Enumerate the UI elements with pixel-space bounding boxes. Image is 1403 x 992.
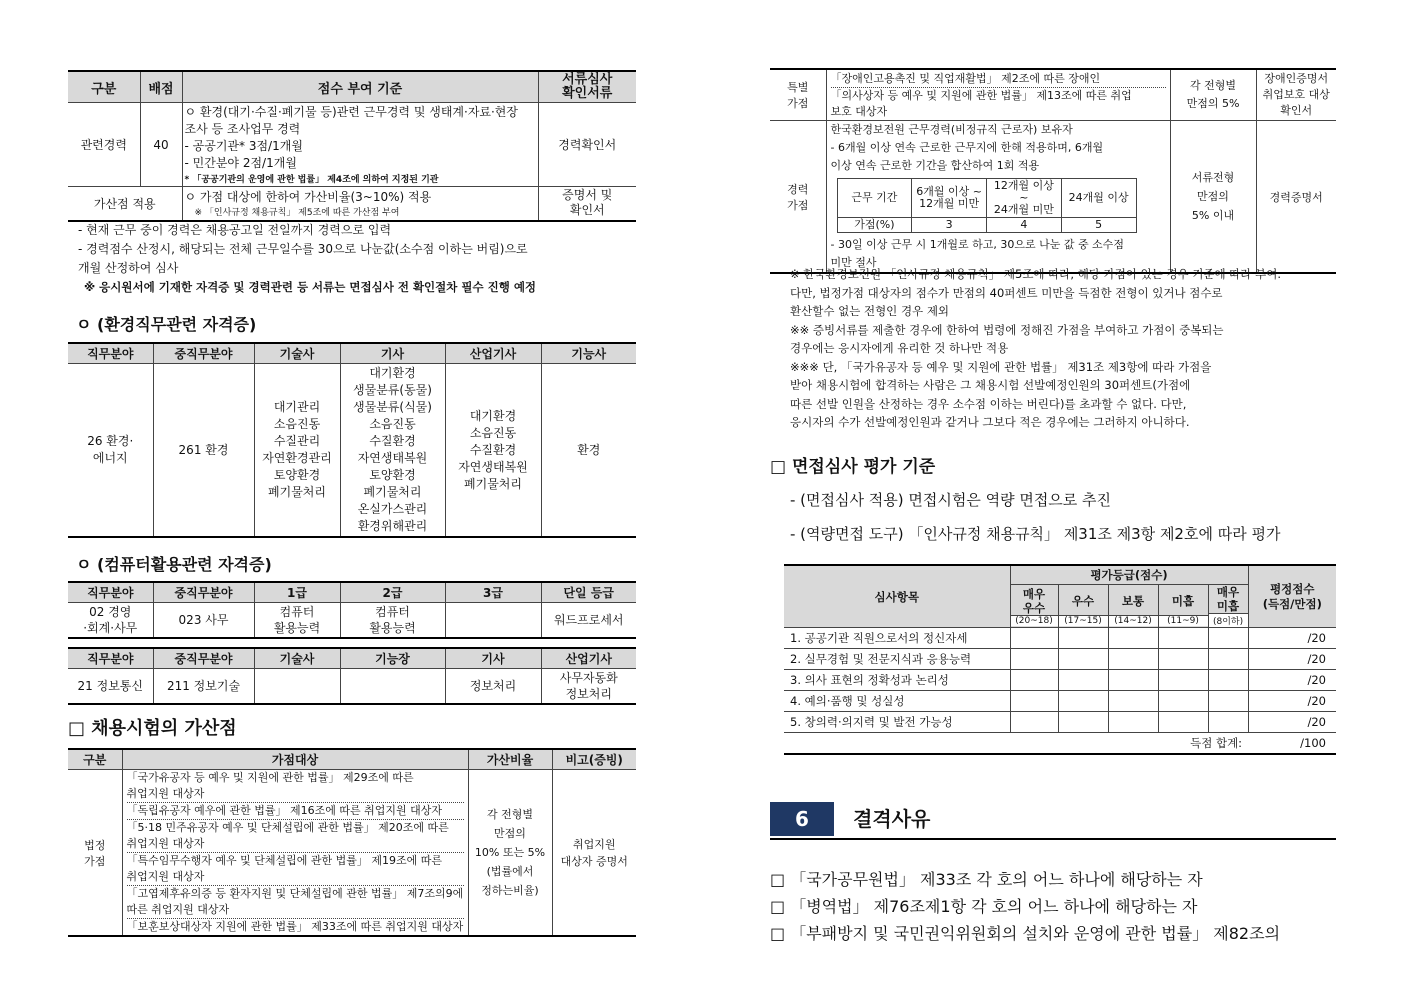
mini-cell: 3 bbox=[912, 218, 987, 233]
special-ratio: 각 전형별 만점의 5% bbox=[1170, 69, 1256, 121]
item-header: 심사항목 bbox=[784, 565, 1010, 628]
table-header-row bbox=[68, 582, 636, 603]
grade-blank bbox=[1010, 649, 1058, 670]
list-item: □ 「부패방지 및 국민권익위원회의 설치와 운영에 관한 법률」 제82조의 bbox=[770, 924, 1281, 943]
eval-score: /20 bbox=[1248, 712, 1336, 733]
header-category: 구분 bbox=[68, 71, 140, 103]
header-cell: 2급 bbox=[340, 582, 445, 603]
table-header-row bbox=[68, 343, 636, 364]
row-criteria: ㅇ 가점 대상에 한하여 가산비율(3~10%) 적용 bbox=[184, 190, 432, 205]
cell: 컴퓨터 활용능력 bbox=[254, 603, 340, 639]
grade-range: (8이하) bbox=[1209, 613, 1248, 627]
grade-name: 미흡 bbox=[1171, 593, 1195, 608]
grade-blank bbox=[1108, 649, 1158, 670]
header-cell: 기술사 bbox=[254, 343, 340, 364]
mini-header: 12개월 이상 ~ 24개월 미만 bbox=[987, 179, 1062, 218]
row-criteria: ㅇ 환경(대기·수질·폐기물 등)관련 근무경력 및 생태계·자료·현장 조사 등 조사업무 경력 - 공공기관* 3점/1개월 - 민간분야 2점/1개월 bbox=[184, 105, 518, 170]
cell: 대기관리 소음진동 수질관리 자연환경관리 토양환경 폐기물처리 bbox=[254, 364, 340, 538]
career-line: - 6개월 이상 연속 근로한 근무지에 한해 적용하며, 6개월 이상 연속 근로한 기간을 합산하여 1회 적용 bbox=[830, 141, 1104, 172]
mini-header: 6개월 이상 ~ 12개월 미만 bbox=[912, 179, 987, 218]
header-cell: 직무분야 bbox=[68, 582, 153, 603]
grade-name: 보통 bbox=[1121, 593, 1145, 608]
mini-cell: 4 bbox=[987, 218, 1062, 233]
grade-blank bbox=[1208, 628, 1248, 649]
grade-cell bbox=[1208, 585, 1248, 628]
table-row bbox=[784, 649, 1336, 670]
notes-block bbox=[78, 221, 638, 297]
cell: 정보처리 bbox=[445, 669, 541, 705]
list-item: □ 「병역법」 제76조제1항 각 호의 어느 하나에 해당하는 자 bbox=[770, 897, 1198, 916]
env-cert-title: ㅇ (환경직무관련 자격증) bbox=[76, 315, 257, 334]
career-line: - 30일 이상 근무 시 1개월로 하고, 30으로 나눈 값 중 소수점 미만 절사 bbox=[830, 238, 1124, 269]
eval-item: 5. 창의력·의지력 및 발전 가능성 bbox=[784, 712, 1010, 733]
table-row bbox=[68, 103, 636, 187]
cell: 02 경영 ·회계·사무 bbox=[68, 603, 153, 639]
row-criteria-cell bbox=[182, 103, 538, 187]
header-criteria: 점수 부여 기준 bbox=[182, 71, 538, 103]
grade-blank bbox=[1058, 628, 1108, 649]
career-line: 한국환경보전원 근무경력(비정규직 근로자) 보유자 bbox=[830, 123, 1073, 136]
grade-blank bbox=[1208, 691, 1248, 712]
interview-line: - (면접심사 적용) 면접시험은 역량 면접으로 추진 bbox=[790, 491, 1112, 509]
row-doc: 경력확인서 bbox=[538, 103, 636, 187]
cell: 023 사무 bbox=[153, 603, 254, 639]
note-line: - 현재 근무 중이 경력은 채용공고일 전일까지 경력으로 입력 bbox=[78, 223, 392, 237]
legal-item: 「보훈보상대상자 지원에 관한 법률」 제33조에 따른 취업지원 대상자 bbox=[126, 920, 464, 933]
grade-range: (20~18) bbox=[1011, 615, 1058, 626]
mini-cell: 가점(%) bbox=[837, 218, 912, 233]
mini-header-row bbox=[837, 179, 1136, 218]
cell: 환경 bbox=[541, 364, 636, 538]
cell: 사무자동화 정보처리 bbox=[541, 669, 636, 705]
header-cell: 구분 bbox=[68, 749, 122, 770]
grade-blank bbox=[1208, 670, 1248, 691]
cell: 211 정보기술 bbox=[153, 669, 254, 705]
legal-items bbox=[122, 770, 468, 937]
grade-cell bbox=[1108, 585, 1158, 628]
table-row bbox=[784, 712, 1336, 733]
comp-cert-table-1 bbox=[68, 581, 636, 639]
career-proof: 경력증명서 bbox=[1256, 121, 1336, 274]
grade-blank bbox=[1010, 670, 1058, 691]
row-criteria-note: * 「공공기관의 운영에 관한 법률」 제4조에 의하여 지정된 기관 bbox=[184, 175, 439, 185]
table-row bbox=[784, 628, 1336, 649]
grade-blank bbox=[1208, 712, 1248, 733]
grade-blank bbox=[1058, 691, 1108, 712]
total-label: 득점 합계: bbox=[784, 733, 1248, 754]
career-cell bbox=[826, 121, 1170, 274]
legal-proof: 취업지원 대상자 증명서 bbox=[552, 770, 636, 937]
grade-blank bbox=[1108, 628, 1158, 649]
table-row bbox=[68, 770, 636, 937]
note-line: - 경력점수 산정시, 해당되는 전체 근무일수를 30으로 나눈값(소수점 이하는 버림)으로 개월 산정하여 심사 bbox=[78, 242, 528, 275]
section6-heading bbox=[770, 802, 1336, 840]
header-cell: 기술사 bbox=[254, 648, 340, 669]
table-row bbox=[68, 364, 636, 538]
eval-item: 4. 예의·품행 및 성실성 bbox=[784, 691, 1010, 712]
career-label: 경력 가점 bbox=[770, 121, 826, 274]
table-row bbox=[770, 121, 1336, 274]
table-row bbox=[68, 603, 636, 639]
header-cell: 1급 bbox=[254, 582, 340, 603]
header-cell: 중직무분야 bbox=[153, 582, 254, 603]
special-proof: 장애인증명서 취업보호 대상 확인서 bbox=[1256, 69, 1336, 121]
bonus-table-legal bbox=[68, 748, 636, 937]
cell: 대기환경 생물분류(동물) 생물분류(식물) 소음진동 수질환경 자연생태복원 토양환경 폐기물처리 온실가스관리 환경위해관리 bbox=[340, 364, 445, 538]
grade-name: 우수 bbox=[1071, 593, 1095, 608]
header-cell: 단일 등급 bbox=[541, 582, 636, 603]
grade-range: (17~15) bbox=[1059, 615, 1108, 626]
table-header-row bbox=[68, 749, 636, 770]
score-header: 평정점수 (득점/만점) bbox=[1248, 565, 1336, 628]
note-bold: ※ 응시원서에 기재한 자격증 및 경력관련 등 서류는 면접심사 전 확인절차 필수 진행 예정 bbox=[84, 280, 537, 294]
legal-item: 「5·18 민주유공자 예우 및 단체설립에 관한 법률」 제20조에 따른 취업지원 대상자 bbox=[127, 820, 464, 853]
cell bbox=[254, 669, 340, 705]
section-title: 결격사유 bbox=[853, 807, 931, 831]
section-number: 6 bbox=[770, 802, 834, 836]
header-cell: 가점대상 bbox=[122, 749, 468, 770]
eval-score: /20 bbox=[1248, 628, 1336, 649]
grade-blank bbox=[1158, 712, 1208, 733]
note-line: ※※※ 단, 「국가유공자 등 예우 및 지원에 관한 법률」 제31조 제3항에 따라 가점을 받아 채용시험에 합격하는 사람은 그 채용시험 선발예정인원의 30퍼센트(가점에 따른 선발 인원을 산정하는 경우 소수점 이하는 버린다)를 초과할 수 없다. 다만, 응시자의 수가 선발예정인원과 같거나 그보다 적은 경우에는 그러하지 아니하다. bbox=[790, 359, 1212, 429]
grade-blank bbox=[1158, 691, 1208, 712]
row-criteria-cell bbox=[182, 187, 538, 221]
header-cell: 산업기사 bbox=[541, 648, 636, 669]
grade-blank bbox=[1010, 712, 1058, 733]
grade-cell bbox=[1058, 585, 1108, 628]
header-cell: 기능사 bbox=[541, 343, 636, 364]
comp-cert-table-2 bbox=[68, 647, 636, 705]
cell: 26 환경· 에너지 bbox=[68, 364, 153, 538]
grade-name: 매우 우수 bbox=[1022, 586, 1046, 615]
bonus-table-continued bbox=[770, 68, 1336, 274]
cell: 워드프로세서 bbox=[541, 603, 636, 639]
grade-blank bbox=[1010, 691, 1058, 712]
note-line: ※ 한국환경보전원 「인사규정 채용규칙」 제5조에 따라, 해당 가점이 있는 경우 기준에 따라 부여. 다만, 법정가점 대상자의 점수가 만점의 40퍼센트 미만을 득점한 전형이 있거나 점수로 환산할수 없는 전형인 경우 제외 bbox=[790, 267, 1282, 318]
comp-cert-title: ㅇ (컴퓨터활용관련 자격증) bbox=[76, 555, 272, 574]
total-row bbox=[784, 733, 1336, 754]
interview-line: - (역량면접 도구) 「인사규정 채용규칙」 제31조 제3항 제2호에 따라 평가 bbox=[790, 525, 1281, 543]
special-item: 「의사상자 등 예우 및 지원에 관한 법률」 제13조에 따른 취업 보호 대상자 bbox=[830, 88, 1132, 118]
total-value: /100 bbox=[1248, 733, 1336, 754]
header-docs: 서류심사 확인서류 bbox=[538, 71, 636, 103]
row-doc: 증명서 및 확인서 bbox=[538, 187, 636, 221]
career-ratio: 서류전형 만점의 5% 이내 bbox=[1170, 121, 1256, 274]
header-cell: 중직무분야 bbox=[153, 648, 254, 669]
header-cell: 기사 bbox=[340, 343, 445, 364]
grade-blank bbox=[1108, 670, 1158, 691]
row-label: 가산점 적용 bbox=[68, 187, 182, 221]
mini-cell: 5 bbox=[1061, 218, 1136, 233]
grade-blank bbox=[1058, 670, 1108, 691]
grade-blank bbox=[1058, 712, 1108, 733]
grade-blank bbox=[1208, 649, 1248, 670]
legal-item: 「특수임무수행자 예우 및 단체설립에 관한 법률」 제19조에 따른 취업지원 대상자 bbox=[127, 853, 464, 886]
row-criteria-note: ※ 「인사규정 채용규칙」 제5조에 따른 가산점 부여 bbox=[194, 208, 400, 219]
grade-name: 매우 미흡 bbox=[1216, 585, 1240, 613]
eval-item: 2. 실무경험 및 전문지식과 응용능력 bbox=[784, 649, 1010, 670]
cell: 21 정보통신 bbox=[68, 669, 153, 705]
grade-blank bbox=[1158, 628, 1208, 649]
grade-blank bbox=[1158, 670, 1208, 691]
eval-score: /20 bbox=[1248, 670, 1336, 691]
grade-range: (11~9) bbox=[1159, 615, 1208, 626]
grade-header: 평가등급(점수) bbox=[1010, 565, 1248, 585]
grade-range: (14~12) bbox=[1109, 615, 1158, 626]
env-cert-table bbox=[68, 342, 636, 538]
score-criteria-table bbox=[68, 70, 636, 222]
table-row bbox=[68, 669, 636, 705]
eval-score: /20 bbox=[1248, 649, 1336, 670]
row-label: 관련경력 bbox=[68, 103, 140, 187]
legal-item: 「고엽제후유의증 등 환자지원 및 단체설립에 관한 법률」 제7조의9에 따른 취업지원 대상자 bbox=[127, 886, 464, 919]
cell bbox=[340, 669, 445, 705]
legal-item: 「국가유공자 등 예우 및 지원에 관한 법률」 제29조에 따른 취업지원 대상자 bbox=[127, 770, 464, 803]
interview-title: □ 면접심사 평가 기준 bbox=[770, 457, 936, 477]
header-points: 배점 bbox=[140, 71, 182, 103]
cell: 컴퓨터 활용능력 bbox=[340, 603, 445, 639]
grade-blank bbox=[1158, 649, 1208, 670]
grade-blank bbox=[1010, 628, 1058, 649]
mini-header: 근무 기간 bbox=[837, 179, 912, 218]
grade-cell bbox=[1158, 585, 1208, 628]
table-row bbox=[770, 69, 1336, 121]
header-cell: 직무분야 bbox=[68, 343, 153, 364]
header-cell: 3급 bbox=[445, 582, 541, 603]
grade-blank bbox=[1108, 712, 1158, 733]
table-header-row bbox=[68, 71, 636, 103]
table-row bbox=[68, 187, 636, 221]
bonus-title: □ 채용시험의 가산점 bbox=[68, 718, 237, 739]
table-row bbox=[784, 691, 1336, 712]
mini-header: 24개월 이상 bbox=[1061, 179, 1136, 218]
special-items bbox=[826, 69, 1170, 121]
table-row bbox=[784, 670, 1336, 691]
eval-item: 1. 공공기관 직원으로서의 정신자세 bbox=[784, 628, 1010, 649]
note-line: ※※ 증빙서류를 제출한 경우에 한하여 법령에 정해진 가점을 부여하고 가점이 중복되는 경우에는 응시자에게 유리한 것 하나만 적용 bbox=[790, 322, 1224, 355]
disqualification-list bbox=[770, 866, 1336, 947]
list-item: □ 「국가공무원법」 제33조 각 호의 어느 하나에 해당하는 자 bbox=[770, 870, 1203, 889]
row-points: 40 bbox=[140, 103, 182, 187]
legal-label: 법정 가점 bbox=[68, 770, 122, 937]
cell: 261 환경 bbox=[153, 364, 254, 538]
grade-blank bbox=[1108, 691, 1158, 712]
header-cell: 기능장 bbox=[340, 648, 445, 669]
mini-row bbox=[837, 218, 1136, 233]
special-label: 특별 가점 bbox=[770, 69, 826, 121]
header-cell: 중직무분야 bbox=[153, 343, 254, 364]
table-header-row bbox=[68, 648, 636, 669]
interview-table bbox=[784, 564, 1336, 755]
header-cell: 비고(증빙) bbox=[552, 749, 636, 770]
grade-cell bbox=[1010, 585, 1058, 628]
legal-ratio: 각 전형별 만점의 10% 또는 5% (법률에서 정하는비율) bbox=[468, 770, 552, 937]
header-cell: 산업기사 bbox=[445, 343, 541, 364]
header-cell: 직무분야 bbox=[68, 648, 153, 669]
legal-item: 「독립유공자 예우에 관한 법률」 제16조에 따른 취업지원 대상자 bbox=[127, 803, 464, 820]
eval-item: 3. 의사 표현의 정확성과 논리성 bbox=[784, 670, 1010, 691]
header-cell: 기사 bbox=[445, 648, 541, 669]
notes-right-block bbox=[790, 265, 1338, 432]
header-cell: 가산비율 bbox=[468, 749, 552, 770]
eval-score: /20 bbox=[1248, 691, 1336, 712]
career-mini-table bbox=[837, 178, 1137, 233]
grade-header-row bbox=[784, 565, 1336, 585]
cell: 대기환경 소음진동 수질환경 자연생태복원 폐기물처리 bbox=[445, 364, 541, 538]
special-item: 「장애인고용촉진 및 직업재활법」 제2조에 따른 장애인 bbox=[831, 71, 1166, 88]
cell bbox=[445, 603, 541, 639]
grade-blank bbox=[1058, 649, 1108, 670]
